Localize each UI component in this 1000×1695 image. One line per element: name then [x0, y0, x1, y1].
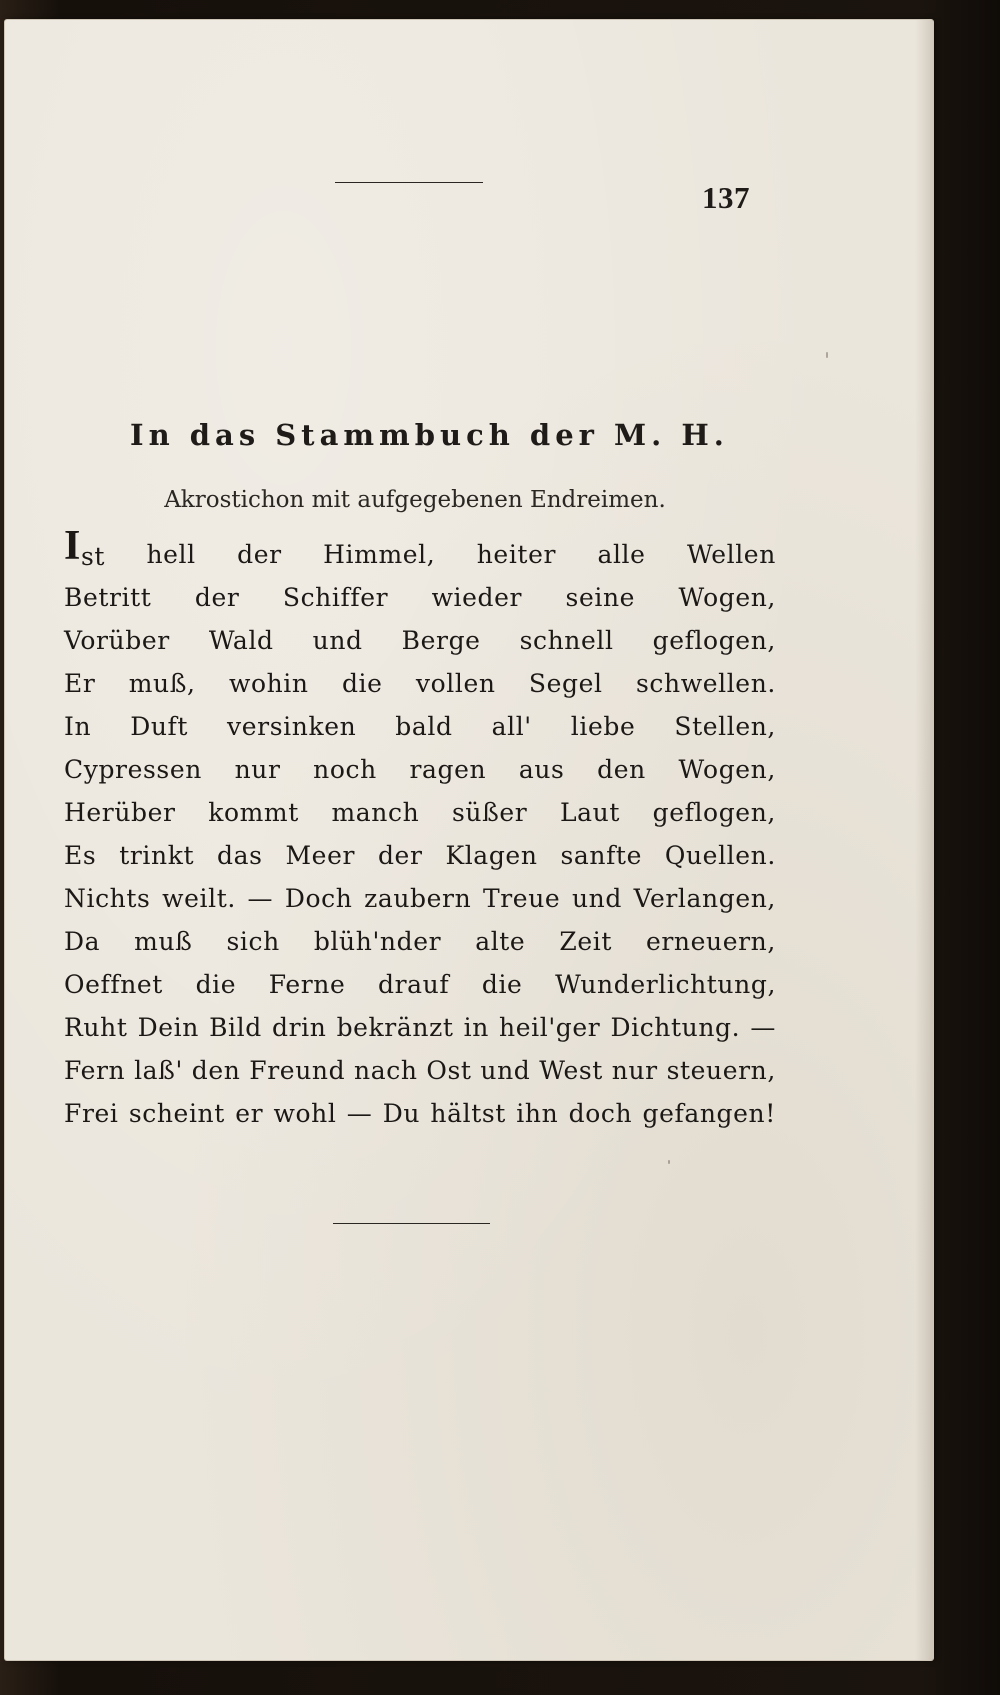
- page-edge-shadow: [915, 20, 933, 1660]
- poem-word: schnell: [519, 626, 614, 655]
- poem-body: [64, 523, 776, 1135]
- poem-word: Wogen,: [678, 583, 776, 612]
- poem-word: geflogen,: [652, 798, 776, 827]
- poem-word: nur: [234, 755, 281, 784]
- poem-word: Vorüber: [64, 626, 170, 655]
- poem-word: Schiffer: [282, 583, 389, 612]
- paper-speck: [826, 352, 828, 358]
- poem-word: Oeffnet: [64, 970, 163, 999]
- poem-line: [64, 576, 776, 619]
- poem-line: [64, 619, 776, 662]
- poem-word: sanfte: [560, 841, 642, 870]
- poem-word: Es: [64, 841, 97, 870]
- poem-line: [64, 523, 776, 576]
- poem-word: der: [237, 540, 282, 569]
- poem-word: steuern,: [666, 1056, 776, 1085]
- poem-word: Wunderlichtung,: [555, 970, 776, 999]
- poem-line: [64, 920, 776, 963]
- poem-word: laß': [134, 1056, 183, 1085]
- poem-word: —: [750, 1013, 776, 1042]
- poem-word: Er: [64, 669, 96, 698]
- poem-word: In: [64, 712, 92, 741]
- poem-word: drauf: [378, 970, 450, 999]
- poem-word: wohl: [273, 1099, 337, 1128]
- poem-word: der: [377, 841, 423, 870]
- poem-word: den: [191, 1056, 241, 1085]
- header-rule: [335, 182, 483, 183]
- poem-word: Verlangen,: [633, 884, 776, 913]
- poem-word: West: [539, 1056, 603, 1085]
- poem-word: bald: [395, 712, 453, 741]
- poem-word: in: [463, 1013, 489, 1042]
- poem-title: In das Stammbuch der M. H.: [130, 418, 729, 452]
- poem-word: die: [195, 970, 237, 999]
- poem-word: den: [597, 755, 646, 784]
- poem-word: all': [491, 712, 532, 741]
- poem-line: [64, 963, 776, 1006]
- poem-line: [64, 877, 776, 920]
- poem-word: muß: [134, 927, 193, 956]
- poem-word: Himmel,: [323, 540, 436, 569]
- poem-word: Laut: [559, 798, 620, 827]
- poem-word: Ist: [64, 523, 106, 571]
- footer-rule: [333, 1223, 490, 1224]
- poem-word: gefangen!: [642, 1099, 776, 1128]
- poem-word: noch: [313, 755, 377, 784]
- poem-word: blüh'nder: [313, 927, 442, 956]
- poem-line: [64, 834, 776, 877]
- poem-line: [64, 1092, 776, 1135]
- poem-line: [64, 705, 776, 748]
- poem-word: Ferne: [268, 970, 346, 999]
- poem-word: alle: [597, 540, 646, 569]
- poem-word: Wogen,: [678, 755, 776, 784]
- poem-word: ihn: [516, 1099, 559, 1128]
- poem-word: er: [235, 1099, 264, 1128]
- poem-word: süßer: [451, 798, 528, 827]
- poem-word: doch: [568, 1099, 633, 1128]
- poem-word: und: [312, 626, 363, 655]
- page-number: 137: [702, 180, 750, 215]
- poem-word: hell: [146, 540, 196, 569]
- poem-word: alte: [475, 927, 526, 956]
- poem-line: [64, 748, 776, 791]
- poem-word: Frei: [64, 1099, 119, 1128]
- poem-word: Segel: [528, 669, 603, 698]
- poem-word: nur: [611, 1056, 658, 1085]
- poem-word: Berge: [401, 626, 481, 655]
- poem-word: Stellen,: [674, 712, 776, 741]
- poem-line: [64, 791, 776, 834]
- poem-word: Da: [64, 927, 101, 956]
- poem-word: ragen: [409, 755, 487, 784]
- poem-word: Nichts: [64, 884, 151, 913]
- poem-word: manch: [331, 798, 420, 827]
- poem-word: kommt: [208, 798, 299, 827]
- poem-word: Ost: [426, 1056, 472, 1085]
- poem-word: Ruht: [64, 1013, 128, 1042]
- poem-word: der: [194, 583, 240, 612]
- poem-word: Treue: [482, 884, 561, 913]
- poem-word: Doch: [284, 884, 353, 913]
- poem-word: Zeit: [559, 927, 612, 956]
- poem-word: sich: [226, 927, 280, 956]
- poem-word: —: [346, 1099, 373, 1128]
- poem-word: zaubern: [364, 884, 472, 913]
- poem-word: Herüber: [64, 798, 176, 827]
- poem-word: vollen: [415, 669, 496, 698]
- poem-word: bekränzt: [336, 1013, 454, 1042]
- poem-line: [64, 662, 776, 705]
- poem-word: die: [341, 669, 383, 698]
- paper-speck: [668, 1160, 670, 1164]
- poem-word: die: [481, 970, 523, 999]
- poem-word: Dichtung.: [610, 1013, 741, 1042]
- poem-word: Klagen: [445, 841, 538, 870]
- poem-word: Bild: [209, 1013, 262, 1042]
- poem-word: scheint: [128, 1099, 225, 1128]
- poem-word: weilt.: [162, 884, 236, 913]
- poem-word: Wald: [208, 626, 274, 655]
- poem-word: hältst: [430, 1099, 506, 1128]
- poem-word: schwellen.: [635, 669, 776, 698]
- poem-word: liebe: [570, 712, 636, 741]
- poem-word: geflogen,: [652, 626, 776, 655]
- poem-word: Duft: [130, 712, 189, 741]
- poem-word: versinken: [227, 712, 357, 741]
- poem-word: —: [247, 884, 274, 913]
- poem-word: nach: [354, 1056, 418, 1085]
- poem-subtitle: Akrostichon mit aufgegebenen Endreimen.: [164, 487, 666, 513]
- poem-line: [64, 1049, 776, 1092]
- poem-word: und: [480, 1056, 531, 1085]
- poem-word: Freund: [249, 1056, 346, 1085]
- poem-line: [64, 1006, 776, 1049]
- poem-word: Fern: [64, 1056, 126, 1085]
- poem-word: Betritt: [64, 583, 152, 612]
- poem-word: drin: [271, 1013, 327, 1042]
- poem-word: trinkt: [119, 841, 195, 870]
- poem-word: heil'ger: [499, 1013, 601, 1042]
- poem-word: Cypressen: [64, 755, 202, 784]
- poem-word: Dein: [137, 1013, 199, 1042]
- poem-word: erneuern,: [645, 927, 776, 956]
- poem-word: wieder: [431, 583, 523, 612]
- poem-word: Wellen: [686, 540, 776, 569]
- poem-word: wohin: [228, 669, 309, 698]
- poem-word: Du: [382, 1099, 421, 1128]
- poem-word: Meer: [285, 841, 356, 870]
- poem-word: und: [571, 884, 622, 913]
- poem-word: heiter: [476, 540, 557, 569]
- poem-word: aus: [518, 755, 565, 784]
- initial-letter: I: [64, 523, 81, 569]
- poem-word: das: [217, 841, 263, 870]
- poem-word: muß,: [128, 669, 196, 698]
- poem-word: seine: [565, 583, 636, 612]
- poem-word: Quellen.: [664, 841, 776, 870]
